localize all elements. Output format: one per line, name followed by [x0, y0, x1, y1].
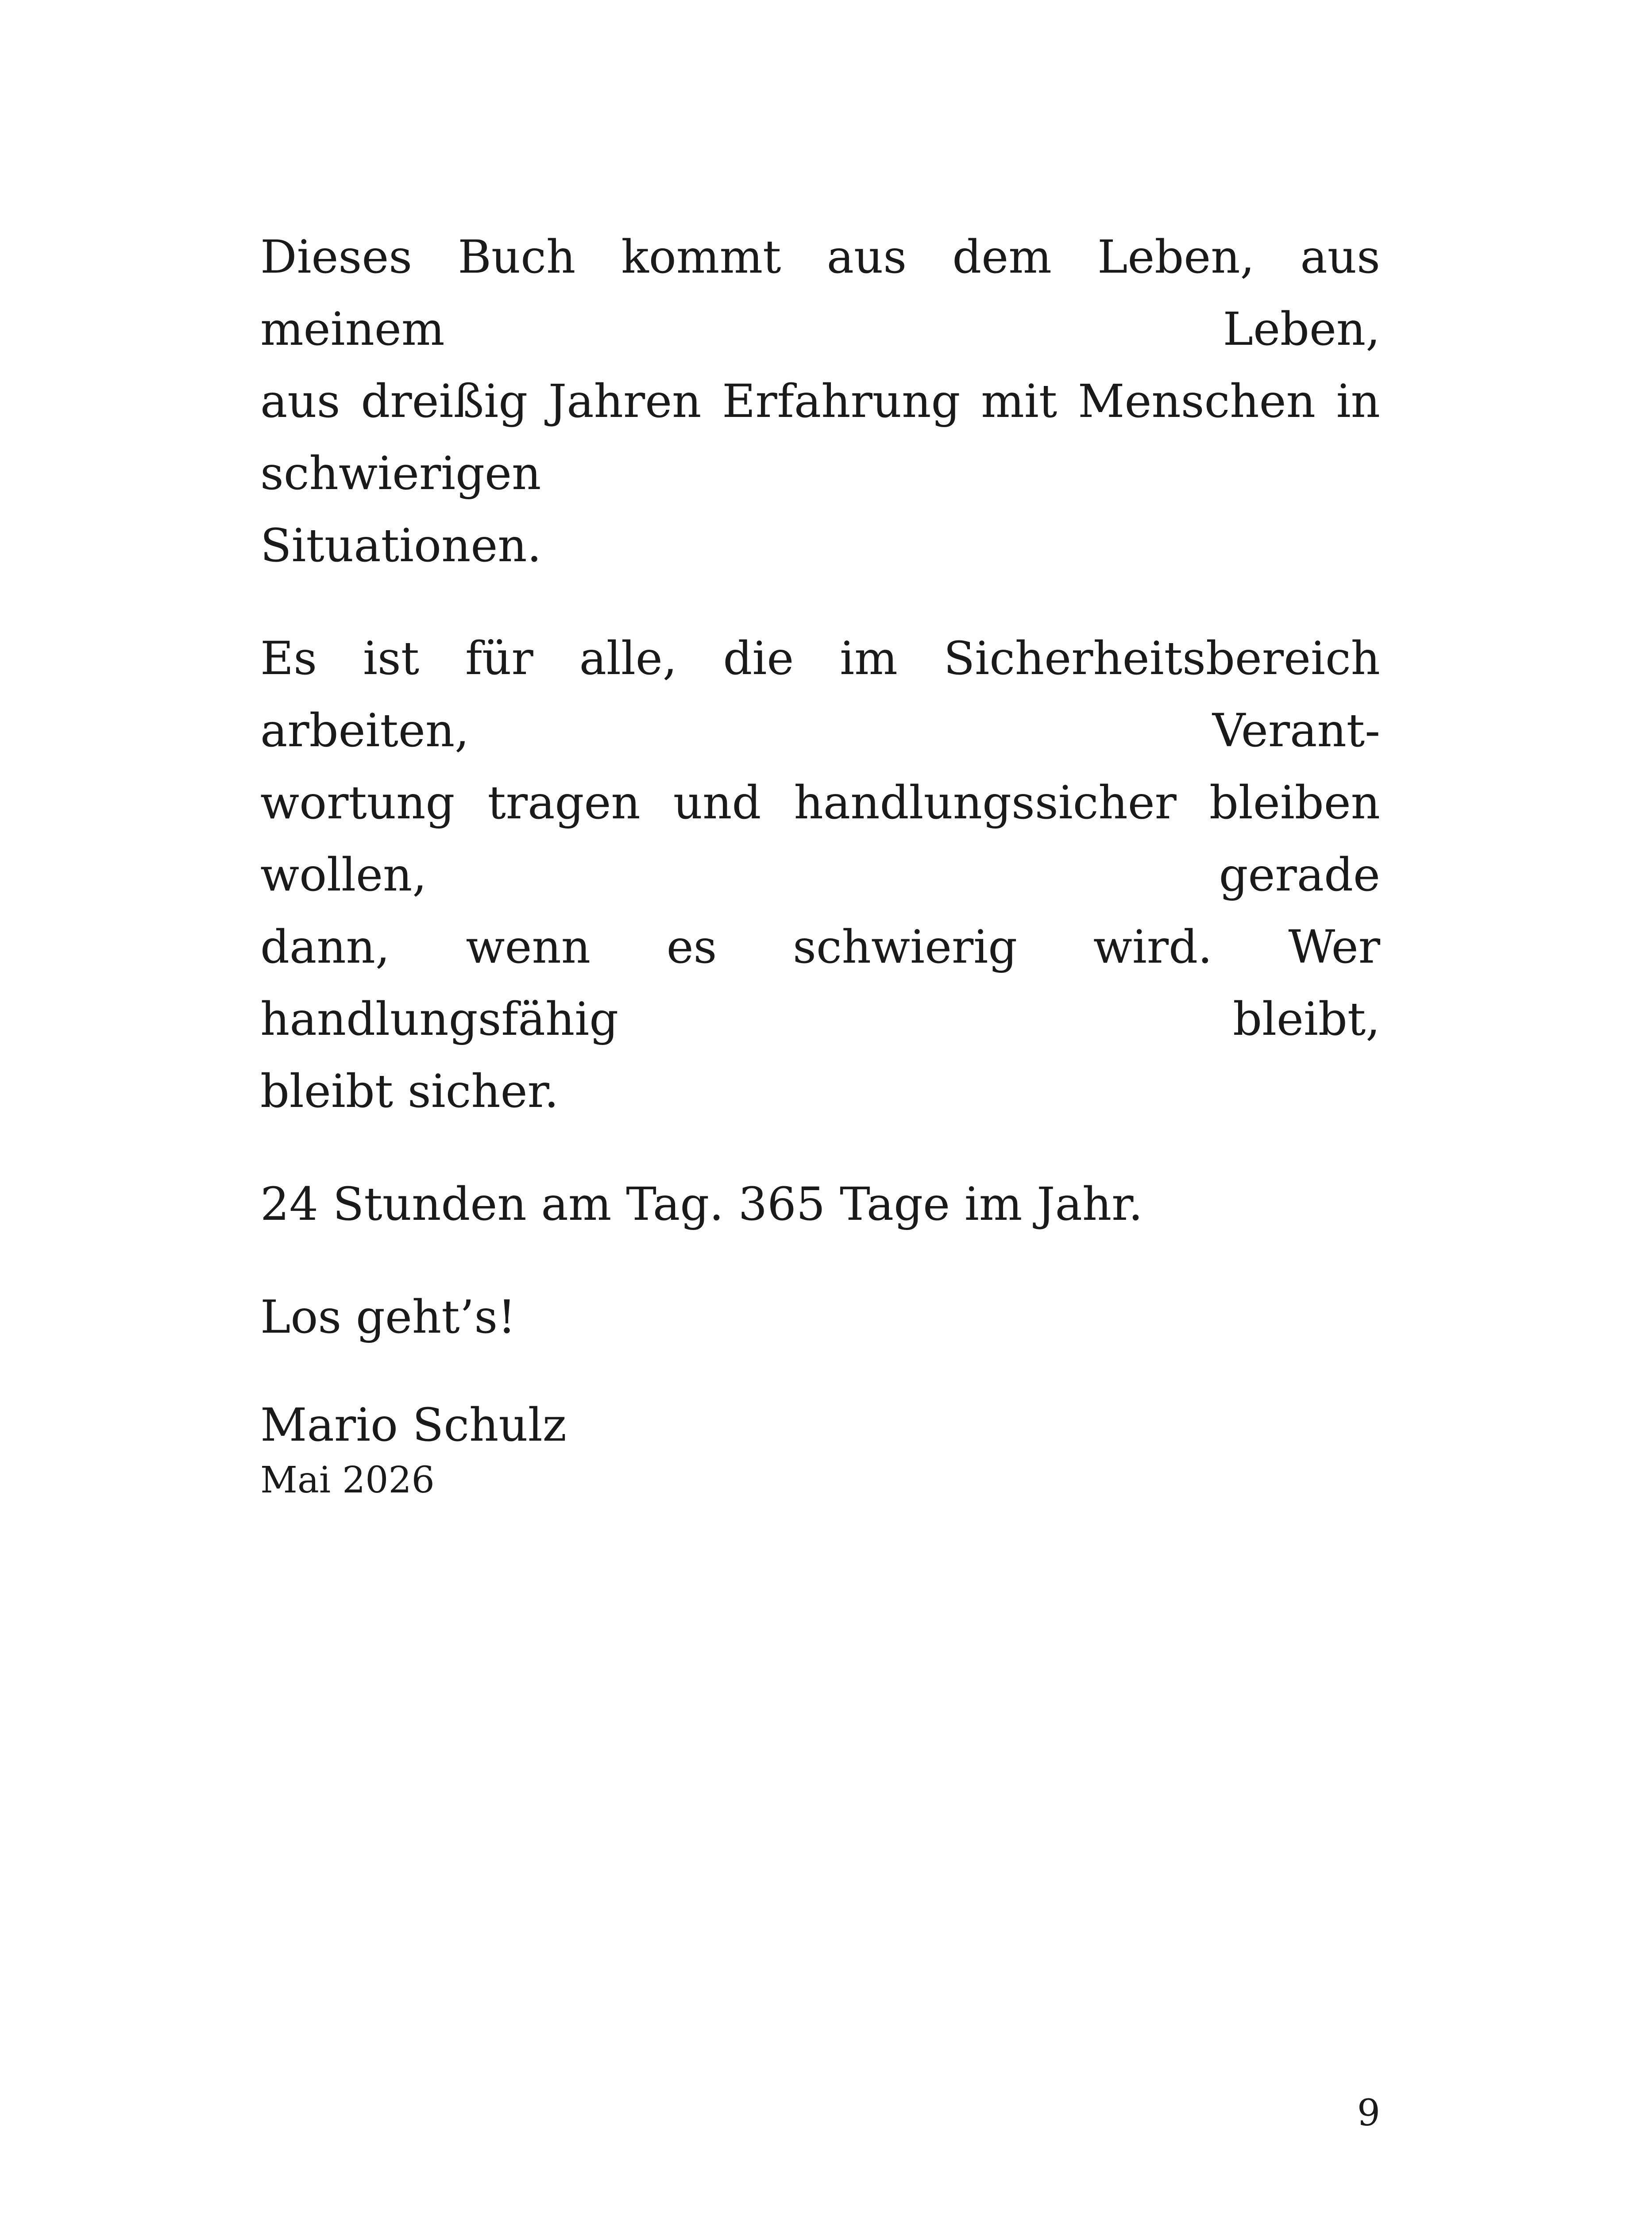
signature-date: Mai 2026 [260, 1459, 435, 1501]
page-number: 9 [1357, 2092, 1380, 2134]
paragraph-intro [260, 221, 1380, 582]
paragraph-closing [260, 1281, 1380, 1353]
paragraph-audience [260, 623, 1380, 1128]
text-line: Dieses Buch kommt aus dem Leben, aus meinem Leben, [260, 231, 1380, 356]
text-line: Situationen. [260, 519, 542, 572]
text-line: Es ist für alle, die im Sicherheitsbereich arbeiten, Verant- [260, 632, 1380, 757]
text-line: bleibt sicher. [260, 1065, 559, 1118]
text-line: Los geht’s! [260, 1291, 516, 1344]
text-line: wortung tragen und handlungssicher bleiben wollen, gerade [260, 776, 1380, 902]
author-name: Mario Schulz [260, 1399, 567, 1452]
text-line: aus dreißig Jahren Erfahrung mit Menschen in schwierigen [260, 375, 1380, 500]
paragraph-hours [260, 1168, 1380, 1241]
text-line: dann, wenn es schwierig wird. Wer handlungsfähig bleibt, [260, 921, 1380, 1046]
text-line: 24 Stunden am Tag. 365 Tage im Jahr. [260, 1178, 1143, 1231]
body-text [260, 221, 1380, 1505]
